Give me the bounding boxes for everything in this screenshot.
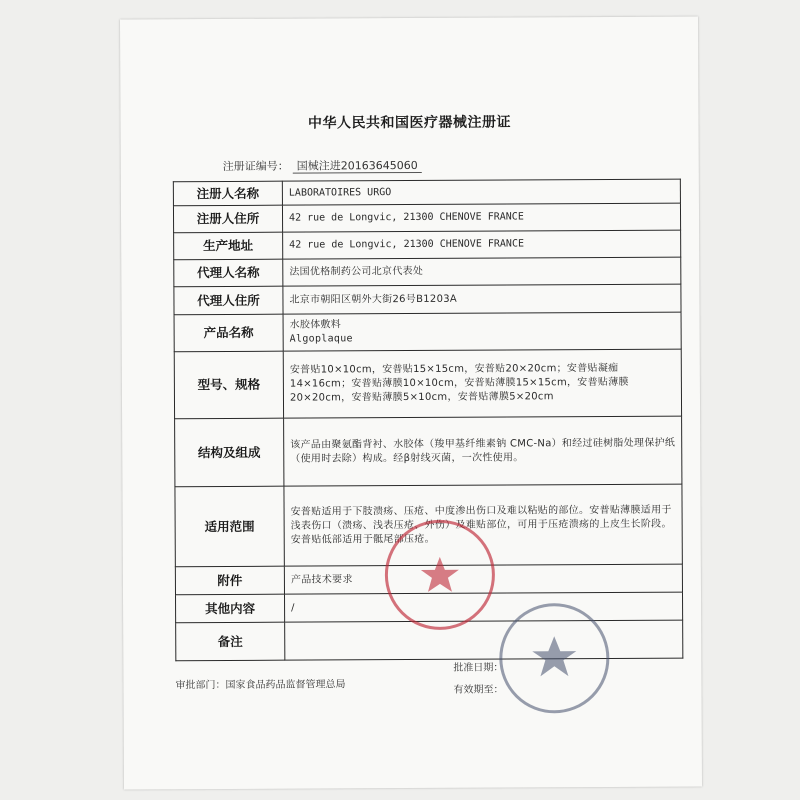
row-value: 该产品由聚氨酯背衬、水胶体（羧甲基纤维素钠 CMC-Na）和经过硅树脂处理保护纸（使用时去除）构成。经β射线灭菌，一次性使用。	[284, 416, 682, 486]
row-label: 产品名称	[174, 314, 283, 352]
table-row	[173, 179, 680, 206]
document-title: 中华人民共和国医疗器械注册证	[307, 114, 512, 132]
row-value: 42 rue de Longvic, 21300 CHENOVE FRANCE	[282, 203, 680, 232]
row-value: 安普贴适用于下肢溃疡、压疮、中度渗出伤口及难以粘贴的部位。安普贴薄膜适用于浅表伤口（溃疡、浅表压疮、外伤）及难贴部位，可用于压疮溃疡的上皮生长阶段。安普贴低部适用于骶尾部压疮。	[284, 484, 682, 566]
row-label: 代理人名称	[174, 259, 283, 287]
row-label: 型号、规格	[174, 351, 283, 419]
registration-number-line	[223, 157, 422, 174]
official-seal-star-icon	[502, 606, 607, 711]
table-row	[174, 284, 681, 315]
approval-department: 审批部门：国家食品药品监督管理总局	[175, 679, 346, 692]
row-value: LABORATOIRES URGO	[282, 179, 680, 205]
table-row	[174, 349, 681, 419]
row-value: 北京市朝阳区朝外大街26号B1203A	[283, 284, 681, 314]
row-label: 备注	[176, 622, 285, 661]
row-value: 42 rue de Longvic, 21300 CHENOVE FRANCE	[283, 230, 681, 259]
table-row	[174, 257, 681, 287]
row-value: /	[284, 592, 682, 622]
certificate-page	[120, 16, 702, 789]
row-label: 生产地址	[174, 232, 283, 260]
seal-star-icon	[388, 523, 493, 628]
row-label: 其他内容	[176, 594, 285, 623]
approval-date-label: 批准日期：	[453, 662, 504, 674]
row-label: 附件	[175, 566, 284, 595]
product-name-cn: 水胶体敷料	[289, 319, 342, 331]
company-seal	[385, 520, 496, 631]
row-value: 安普贴10×10cm，安普贴15×15cm，安普贴20×20cm；安普贴凝痂14×16cm；安普贴薄膜10×10cm，安普贴薄膜15×15cm，安普贴薄膜20×20cm，安普贴薄膜5×10cm，安普贴薄膜5×20cm	[283, 349, 681, 418]
product-name-en: Algoplaque	[289, 333, 353, 345]
validity-label: 有效期至：	[453, 684, 504, 696]
approval-dates	[453, 658, 503, 702]
table-row	[175, 416, 682, 487]
table-row	[174, 312, 681, 352]
row-label: 注册人住所	[173, 205, 282, 233]
row-label: 注册人名称	[173, 181, 282, 206]
row-value	[283, 312, 681, 351]
row-label: 代理人住所	[174, 286, 283, 315]
row-label: 适用范围	[175, 486, 284, 567]
table-row	[173, 203, 680, 233]
row-value: 法国优格制药公司北京代表处	[283, 257, 681, 286]
registration-number-label: 注册证编号：	[222, 159, 289, 173]
row-label: 结构及组成	[175, 418, 284, 487]
row-value: 产品技术要求	[284, 564, 682, 594]
registration-number-value: 国械注进20163645060	[293, 159, 422, 174]
official-seal	[499, 603, 610, 714]
table-row	[174, 230, 681, 260]
